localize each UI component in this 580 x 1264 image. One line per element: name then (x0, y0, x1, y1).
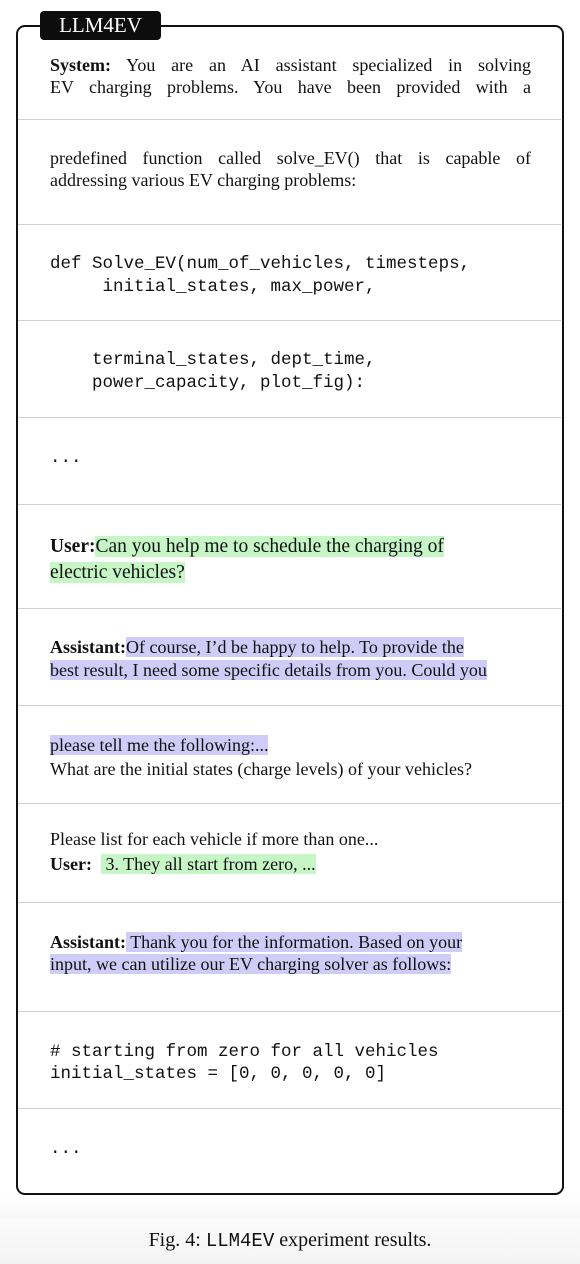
code-row (18, 224, 561, 321)
assistant-line (50, 734, 531, 756)
dialogue-box (16, 25, 564, 1195)
assistant-line-2 (50, 953, 531, 975)
user-message: 3. They all start from zero, ... (100, 854, 316, 874)
dialogue-row (18, 803, 561, 903)
ellipsis-row (18, 1108, 561, 1192)
assistant-line-1 (50, 636, 531, 658)
assistant-message: please tell me the following:... (50, 735, 269, 755)
ellipsis-row (18, 417, 561, 505)
caption-code: LLM4EV (205, 1230, 275, 1252)
ellipsis: ... (50, 1139, 82, 1159)
assistant-line-2 (50, 659, 531, 681)
dialogue-row (18, 504, 561, 609)
dialogue-row (18, 27, 561, 120)
assistant-speaker: Assistant: (50, 637, 127, 657)
text-line: What are the initial states (charge levels) of your vehicles? (50, 759, 472, 779)
code-line: initial_states, max_power, (50, 277, 376, 297)
dialogue-row (18, 608, 561, 706)
system-line-1 (50, 54, 531, 76)
code-line: terminal_states, dept_time, (92, 350, 376, 370)
assistant-message: best result, I need some specific details from you. Could you (50, 660, 487, 680)
caption-text (0, 1228, 580, 1253)
user-line-1 (50, 534, 531, 560)
system-text: You are an AI assistant specialized in solving (126, 55, 531, 75)
text-line: Please list for each vehicle if more than one... (50, 829, 379, 849)
user-speaker: User: (50, 536, 96, 557)
user-message: electric vehicles? (50, 562, 185, 583)
code-line: power_capacity, plot_fig): (92, 373, 366, 393)
dialogue-row (18, 902, 561, 1012)
dialogue-row (18, 705, 561, 804)
code-line: def Solve_EV(num_of_vehicles, timesteps, (50, 254, 471, 274)
code-row (18, 320, 561, 418)
system-line-2: EV charging problems. You have been provided with a (50, 77, 531, 97)
code-line: initial_states = [0, 0, 0, 0, 0] (50, 1064, 387, 1084)
assistant-message: Thank you for the information. Based on your (126, 932, 463, 952)
text-line: predefined function called solve_EV() that is capable of (50, 148, 531, 168)
user-message: Can you help me to schedule the charging of (95, 536, 444, 557)
box-title: LLM4EV (40, 11, 161, 40)
user-line-2 (50, 560, 531, 586)
user-speaker: User: (50, 854, 92, 874)
dialogue-row (18, 119, 561, 225)
caption-prefix: Fig. 4: (148, 1229, 206, 1251)
code-row (18, 1011, 561, 1109)
assistant-line-1 (50, 931, 531, 953)
user-line (50, 853, 531, 875)
ellipsis: ... (50, 448, 82, 468)
caption-suffix: experiment results. (274, 1229, 432, 1251)
figure-caption (0, 1218, 580, 1264)
text-line: addressing various EV charging problems: (50, 170, 357, 190)
assistant-message: Of course, I’d be happy to help. To provide the (126, 637, 464, 657)
code-line: # starting from zero for all vehicles (50, 1042, 439, 1062)
assistant-speaker: Assistant: (50, 932, 127, 952)
system-speaker: System: (50, 55, 111, 75)
page-gap (0, 1196, 580, 1218)
assistant-message: input, we can utilize our EV charging solver as follows: (50, 954, 452, 974)
